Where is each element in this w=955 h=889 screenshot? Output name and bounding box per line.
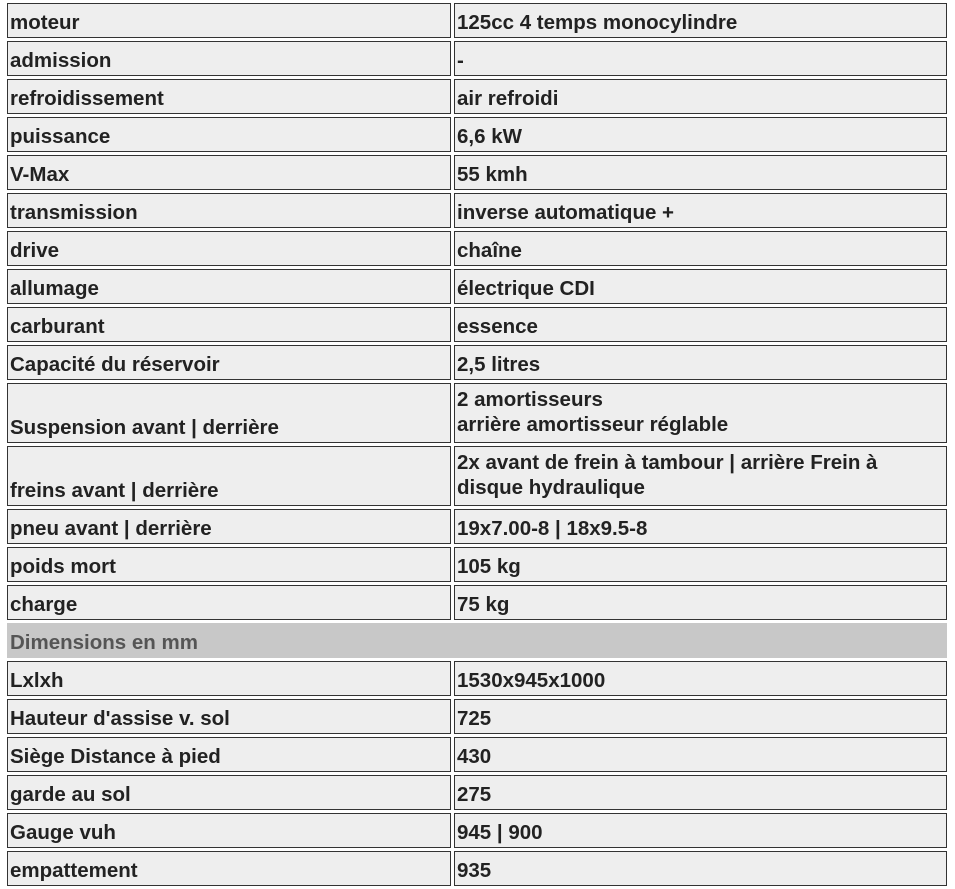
spec-row-poids-mort <box>7 547 947 582</box>
spec-value: 6,6 kW <box>454 117 947 152</box>
spec-row-admission <box>7 41 947 76</box>
section-title: Dimensions en mm <box>7 623 947 658</box>
dim-row-hauteur-assise <box>7 699 947 734</box>
spec-label: Lxlxh <box>7 661 451 696</box>
spec-value <box>454 446 947 506</box>
spec-label: puissance <box>7 117 451 152</box>
spec-value: 105 kg <box>454 547 947 582</box>
spec-label: Capacité du réservoir <box>7 345 451 380</box>
spec-value: 2,5 litres <box>454 345 947 380</box>
dim-row-gauge <box>7 813 947 848</box>
spec-label: refroidissement <box>7 79 451 114</box>
spec-value <box>454 383 947 443</box>
spec-label: allumage <box>7 269 451 304</box>
dim-row-siege-distance <box>7 737 947 772</box>
dim-row-empattement <box>7 851 947 886</box>
spec-row-allumage <box>7 269 947 304</box>
spec-row-charge <box>7 585 947 620</box>
spec-row-transmission <box>7 193 947 228</box>
spec-label: Suspension avant | derrière <box>7 383 451 443</box>
spec-value: 55 kmh <box>454 155 947 190</box>
spec-value: 1530x945x1000 <box>454 661 947 696</box>
spec-row-suspension <box>7 383 947 443</box>
spec-row-puissance <box>7 117 947 152</box>
spec-row-pneu <box>7 509 947 544</box>
spec-value: essence <box>454 307 947 342</box>
spec-value: 75 kg <box>454 585 947 620</box>
spec-label: admission <box>7 41 451 76</box>
spec-label: Gauge vuh <box>7 813 451 848</box>
spec-value: électrique CDI <box>454 269 947 304</box>
spec-value-line: 2 amortisseurs <box>457 388 603 411</box>
spec-value: 430 <box>454 737 947 772</box>
spec-label: V-Max <box>7 155 451 190</box>
spec-row-carburant <box>7 307 947 342</box>
dim-row-garde-au-sol <box>7 775 947 810</box>
spec-label: carburant <box>7 307 451 342</box>
spec-value: 945 | 900 <box>454 813 947 848</box>
spec-value-line: disque hydraulique <box>457 476 645 499</box>
spec-label: poids mort <box>7 547 451 582</box>
spec-value-line: 2x avant de frein à tambour | arrière Frein à <box>457 451 878 474</box>
spec-row-freins <box>7 446 947 506</box>
spec-value-line: arrière amortisseur réglable <box>457 413 729 436</box>
spec-label: pneu avant | derrière <box>7 509 451 544</box>
spec-value: 935 <box>454 851 947 886</box>
spec-row-v-max <box>7 155 947 190</box>
section-header-dimensions <box>7 623 947 658</box>
spec-label: Hauteur d'assise v. sol <box>7 699 451 734</box>
spec-row-capacite-reservoir <box>7 345 947 380</box>
spec-value: 725 <box>454 699 947 734</box>
spec-label: drive <box>7 231 451 266</box>
spec-label: freins avant | derrière <box>7 446 451 506</box>
spec-label: Siège Distance à pied <box>7 737 451 772</box>
spec-value: 125cc 4 temps monocylindre <box>454 3 947 38</box>
dim-row-lxlxh <box>7 661 947 696</box>
spec-row-drive <box>7 231 947 266</box>
spec-value: air refroidi <box>454 79 947 114</box>
spec-label: moteur <box>7 3 451 38</box>
spec-value: 19x7.00-8 | 18x9.5-8 <box>454 509 947 544</box>
spec-value: - <box>454 41 947 76</box>
spec-row-moteur <box>7 3 947 38</box>
spec-value: 275 <box>454 775 947 810</box>
spec-table <box>4 0 950 889</box>
spec-label: transmission <box>7 193 451 228</box>
spec-label: empattement <box>7 851 451 886</box>
spec-label: garde au sol <box>7 775 451 810</box>
spec-row-refroidissement <box>7 79 947 114</box>
spec-value: chaîne <box>454 231 947 266</box>
spec-value: inverse automatique + <box>454 193 947 228</box>
spec-label: charge <box>7 585 451 620</box>
